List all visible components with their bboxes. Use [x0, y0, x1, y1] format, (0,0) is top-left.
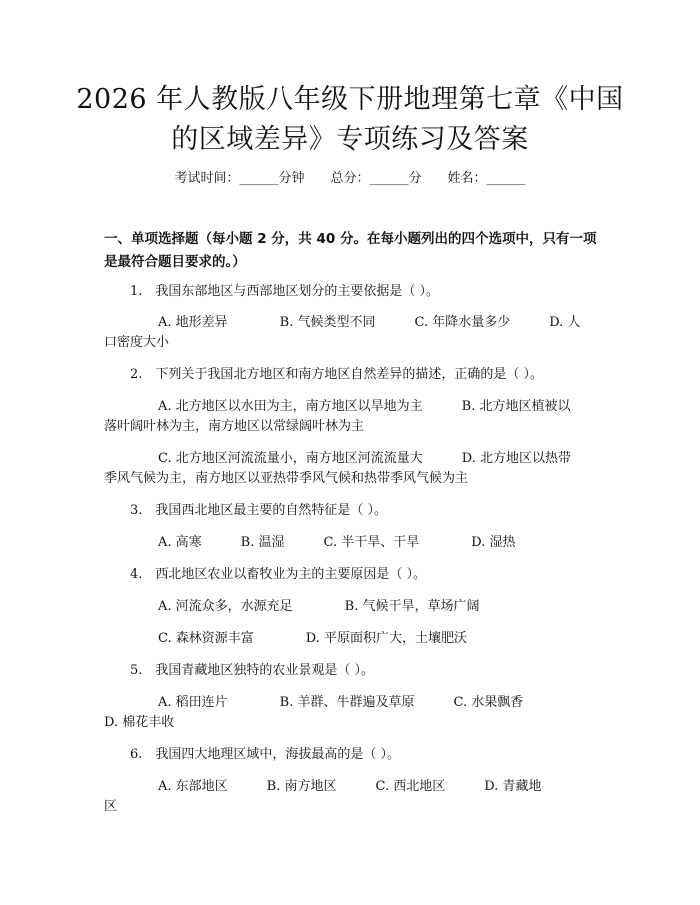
exam-info-line: 考试时间：______分钟 总分：______分 姓名：______ — [174, 171, 526, 186]
question-2-options-cd: C. 北方地区河流流量小，南方地区河流流量大 D. 北方地区以热带 — [158, 451, 571, 466]
question-1-options-wrap: 口密度大小 — [104, 335, 170, 350]
question-4-options-ab: A. 河流众多，水源充足 B. 气候干旱，草场广阔 — [158, 599, 480, 614]
question-1: 1. 我国东部地区与西部地区划分的主要依据是（ ）。 — [130, 284, 440, 299]
question-5: 5. 我国青藏地区独特的农业景观是（ ）。 — [130, 663, 375, 678]
question-2-options-cd-wrap: 季风气候为主，南方地区以亚热带季风气候和热带季风气候为主 — [104, 471, 469, 486]
question-1-options: A. 地形差异 B. 气候类型不同 C. 年降水量多少 D. 人 — [158, 315, 581, 330]
page-title-line-1: 2026 年人教版八年级下册地理第七章《中国 — [76, 84, 624, 115]
question-2: 2. 下列关于我国北方地区和南方地区自然差异的描述，正确的是（ ）。 — [130, 367, 544, 382]
question-6-options: A. 东部地区 B. 南方地区 C. 西北地区 D. 青藏地 — [158, 779, 542, 794]
question-5-options: A. 稻田连片 B. 羊群、牛群遍及草原 C. 水果飘香 — [158, 695, 524, 710]
question-6-options-wrap: 区 — [104, 799, 118, 814]
question-4: 4. 西北地区农业以畜牧业为主的主要原因是（ ）。 — [130, 567, 427, 582]
section-heading-line-2: 是最符合题目要求的。） — [104, 254, 246, 270]
question-4-options-cd: C. 森林资源丰富 D. 平原面积广大，土壤肥沃 — [158, 631, 467, 646]
page-title-line-2: 的区域差异》专项练习及答案 — [171, 124, 529, 155]
section-heading-line-1: 一、单项选择题（每小题 2 分，共 40 分。在每小题列出的四个选项中，只有一项 — [104, 231, 597, 247]
question-2-options-ab-wrap: 落叶阔叶林为主，南方地区以常绿阔叶林为主 — [104, 419, 365, 434]
question-2-options-ab: A. 北方地区以水田为主，南方地区以旱地为主 B. 北方地区植被以 — [158, 399, 571, 414]
question-3: 3. 我国西北地区最主要的自然特征是（ ）。 — [130, 503, 388, 518]
question-3-options: A. 高寒 B. 温湿 C. 半干旱、干旱 D. 湿热 — [158, 535, 516, 550]
question-6: 6. 我国四大地理区域中，海拔最高的是（ ）。 — [130, 747, 401, 762]
question-5-options-wrap: D. 棉花丰收 — [104, 715, 175, 730]
